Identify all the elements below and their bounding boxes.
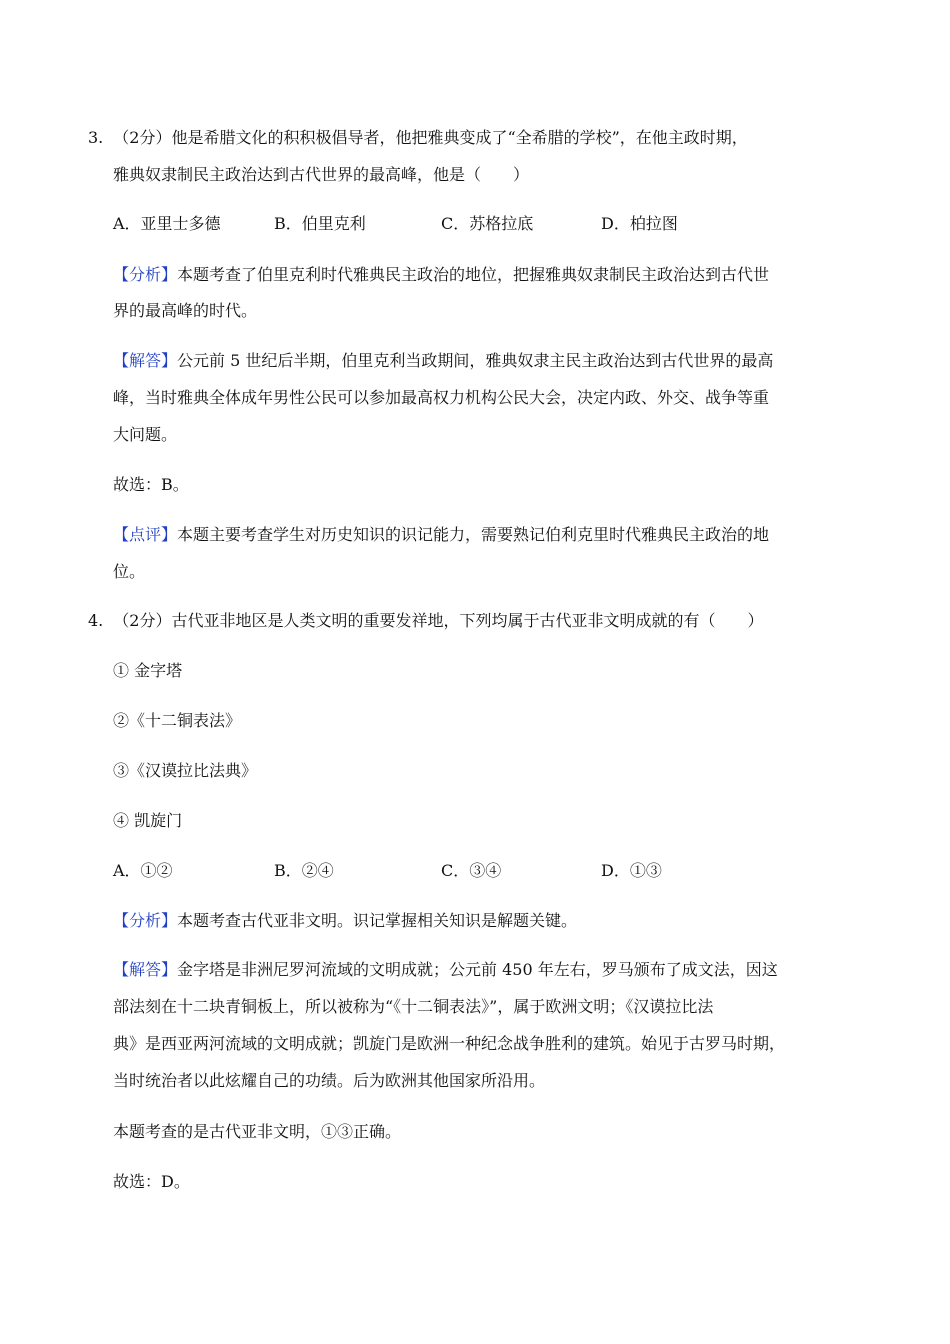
question-4-answer-line4: 当时统治者以此炫耀自己的功绩。后为欧洲其他国家所沿用。	[113, 1071, 546, 1090]
question-3-analysis-text: 本题考查了伯里克利时代雅典民主政治的地位，把握雅典奴隶制民主政治达到古代世	[177, 265, 770, 284]
question-4-answer-tag: 【解答】	[113, 960, 178, 979]
question-3-stem-line2: 雅典奴隶制民主政治达到古代世界的最高峰，他是（ ）	[113, 165, 530, 184]
question-3-answer-tag: 【解答】	[113, 351, 178, 370]
question-4-stem-text: （2分）古代亚非地区是人类文明的重要发祥地，下列均属于古代亚非文明成就的有（ ）	[113, 611, 764, 630]
question-4-item-3: ③《汉谟拉比法典》	[113, 761, 258, 780]
question-4-answer-line1	[113, 959, 778, 981]
question-4-analysis-text: 本题考查古代亚非文明。识记掌握相关知识是解题关键。	[177, 911, 578, 930]
question-3-comment-text: 本题主要考查学生对历史知识的识记能力，需要熟记伯利克里时代雅典民主政治的地	[177, 525, 770, 544]
question-3-analysis-tag: 【分析】	[113, 265, 178, 284]
question-3-answer-line1	[113, 350, 773, 372]
question-3-answer-line2: 峰，当时雅典全体成年男性公民可以参加最高权力机构公民大会，决定内政、外交、战争等重	[113, 388, 770, 407]
question-3-number: 3.	[88, 128, 104, 147]
question-3-analysis-line1	[113, 264, 769, 286]
question-4-option-c: C．③④	[441, 861, 502, 880]
question-3-comment-line1	[113, 524, 769, 546]
question-3-analysis-line2: 界的最高峰的时代。	[113, 301, 258, 320]
question-3-answer-line3: 大问题。	[113, 425, 178, 444]
question-4-item-4: ④ 凯旋门	[113, 811, 183, 830]
question-3-option-b: B．伯里克利	[274, 214, 366, 233]
question-4-analysis-line1	[113, 910, 577, 932]
question-3-answer-text: 公元前 5 世纪后半期，伯里克利当政期间，雅典奴隶主民主政治达到古代世界的最高	[177, 351, 774, 370]
question-3-option-d: D．柏拉图	[601, 214, 678, 233]
question-3-stem-line1	[88, 127, 748, 149]
question-3-option-a: A．亚里士多德	[113, 214, 221, 233]
question-4-item-1: ① 金字塔	[113, 661, 183, 680]
question-4-option-b: B．②④	[274, 861, 334, 880]
question-4-number: 4.	[88, 611, 104, 630]
question-3-option-c: C．苏格拉底	[441, 214, 534, 233]
question-4-choice: 故选：D。	[113, 1172, 190, 1191]
question-3-stem-text: （2分）他是希腊文化的积积极倡导者，他把雅典变成了“全希腊的学校”，在他主政时期，	[113, 128, 748, 147]
question-4-option-a: A．①②	[113, 861, 173, 880]
question-4-summary: 本题考查的是古代亚非文明，①③正确。	[113, 1122, 402, 1141]
question-3-comment-tag: 【点评】	[113, 525, 178, 544]
question-3-choice: 故选：B。	[113, 475, 189, 494]
question-4-stem	[88, 610, 763, 632]
question-4-answer-text: 金字塔是非洲尼罗河流域的文明成就；公元前 450 年左右，罗马颁布了成文法，因这	[177, 960, 778, 979]
question-4-item-2: ②《十二铜表法》	[113, 711, 242, 730]
question-3-comment-line2: 位。	[113, 562, 146, 581]
question-4-analysis-tag: 【分析】	[113, 911, 178, 930]
question-4-option-d: D．①③	[601, 861, 662, 880]
question-4-answer-line3: 典》是西亚两河流域的文明成就；凯旋门是欧洲一种纪念战争胜利的建筑。始见于古罗马时期，	[113, 1034, 786, 1053]
question-4-answer-line2: 部法刻在十二块青铜板上，所以被称为“《十二铜表法》”，属于欧洲文明；《汉谟拉比法	[113, 997, 714, 1016]
